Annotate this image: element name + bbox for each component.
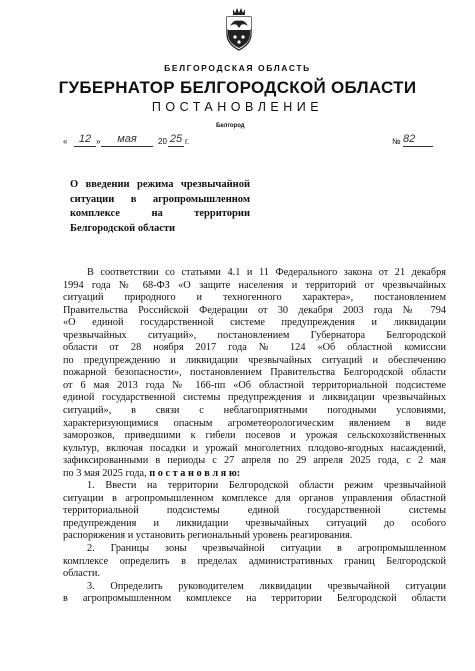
body-line: от 6 мая 2013 года № 166-пп «Об областной территориальной подсистеме [63,379,446,391]
body-line: чрезвычайных ситуаций», постановлением Губернатора Белгородской [63,329,446,341]
year-underline [168,146,184,147]
city-name: Белгород [216,123,245,129]
clause-3-line: в агропромышленном комплексе на территории Белгородской области [63,593,446,605]
number-sign: № [392,137,401,146]
date-number-line [63,133,433,149]
body-line: Правительства Российской Федерации от 30 декабря 2003 года № 794 [63,304,446,316]
body-line: по предупреждению и ликвидации чрезвычайных ситуаций и обеспечению [63,354,446,366]
clause-1-line: территориальной подсистемы единой государственной системы [63,505,446,517]
title-line: ситуации в агропромышленном [70,193,250,205]
body-line: культур, включая посадки и урожай многолетних плодово-ягодных насаждений, [63,442,446,454]
body-line: ситуаций природного и техногенного характера», постановлением [63,292,446,304]
clause-2-line: комплексе определить в пределах административных границ Белгородской [63,555,446,567]
decree-number: 82 [403,133,416,145]
body-line: пожарной безопасности», постановлением Правительства Белгородской области [63,367,446,379]
clause-1-line: 1. Ввести на территории Белгородской области режим чрезвычайной [87,480,446,492]
clause-1-line: распоряжения и установить региональный уровень реагирования. [63,530,353,542]
coat-of-arms-icon [224,6,254,52]
clause-1-line: предупреждения и ликвидации чрезвычайных ситуаций до особого [63,517,446,529]
region-name: БЕЛГОРОДСКАЯ ОБЛАСТЬ [164,63,311,73]
body-line: ситуаций», в связи с неблагоприятными погодными условиями, [63,405,446,417]
decree-title [70,178,250,236]
title-line: комплексе на территории [70,208,250,220]
body-line: заморозков, приведшими к гибели посевов и урожая сельскохозяйственных [63,430,446,442]
clause-3-line: 3. Определить руководителем ликвидации чрезвычайной ситуации [87,580,446,592]
title-line: О введении режима чрезвычайной [70,179,250,190]
body-line: области от 28 ноября 2017 года № 124 «Об областной комиссии [63,342,446,354]
body-line-text: по 3 мая 2025 года, [63,467,147,479]
decree-body [63,267,446,606]
document-type: ПОСТАНОВЛЕНИЕ [151,100,324,114]
title-line: Белгородской области [70,222,176,234]
date-close-quote: » [96,137,101,146]
clause-2-line: 2. Границы зоны чрезвычайной ситуации в агропромышленном [87,543,446,555]
body-line: зафиксированными в периоды с 27 апреля по 29 апреля 2025 года, с 2 мая [63,455,446,467]
issuer-title: ГУБЕРНАТОР БЕЛГОРОДСКОЙ ОБЛАСТИ [58,78,417,97]
date-year-prefix: 20 [158,137,167,146]
clause-1-line: ситуации в агропромышленном комплексе для органов управления областной [63,492,446,504]
date-open-quote: « [63,137,68,146]
body-line: «О единой государственной системе предупреждения и ликвидации [63,317,446,329]
body-line: характеризующимися опасным агрометеорологическим явлением в виде [63,417,446,429]
body-line-with-operative-word [63,468,446,481]
body-line: единой государственной системы предупреждения и ликвидации чрезвычайных [63,392,446,404]
month-underline [101,146,153,147]
date-year: 25 [169,133,183,145]
body-line: В соответствии со статьями 4.1 и 11 Федерального закона от 21 декабря [87,267,446,278]
body-line: 1994 года № 68-ФЗ «О защите населения и территорий от чрезвычайных [63,279,446,291]
date-day: 12 [78,133,92,145]
number-underline [403,146,433,147]
date-year-unit: г. [185,137,190,146]
operative-word: п о с т а н о в л я ю: [149,467,241,479]
clause-2-line: области. [63,568,100,580]
date-month: мая [117,133,137,145]
day-underline [74,146,96,147]
